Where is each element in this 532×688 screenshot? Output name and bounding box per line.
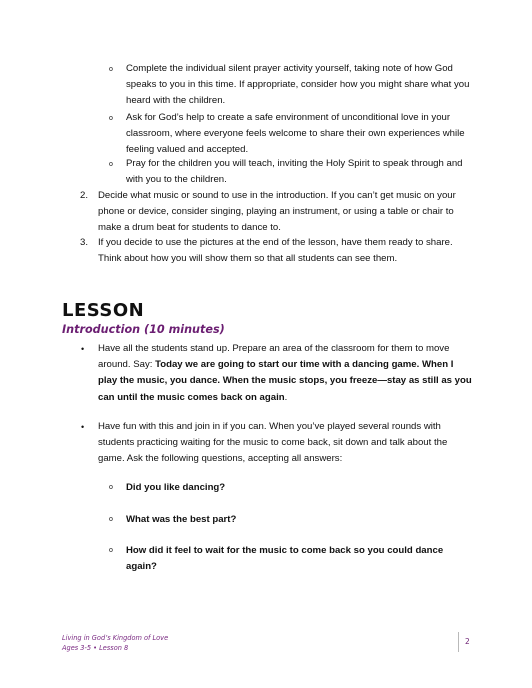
text-line: play the music, you dance. When the music stops, you freeze—stay as still as you bbox=[98, 375, 472, 387]
text-line: around. Say: Today we are going to start our time with a dancing game. When I bbox=[98, 359, 454, 371]
footer-subtitle: Ages 3-5 • Lesson 8 bbox=[62, 644, 129, 652]
prep-subitem: Ask for God’s help to create a safe environment of unconditional love in your classroom, where everyone feels welcome to share their own experiences while feeling valued and accepted. bbox=[126, 112, 465, 156]
intro-bullet bbox=[98, 419, 447, 468]
question-item: How did it feel to wait for the music to come back so you could dance again? bbox=[126, 545, 444, 573]
text-line: can until the music comes back on again. bbox=[98, 391, 288, 403]
text-line: game. Ask the following questions, accepting all answers: bbox=[98, 453, 343, 465]
footer-title: Living in God’s Kingdom of Love bbox=[62, 634, 169, 642]
list-number: 2. bbox=[80, 190, 89, 201]
sub-bullet-marker: o bbox=[109, 547, 113, 554]
prep-subitem: Complete the individual silent prayer activity yourself, taking note of how God speaks to you in this time. If appropriate, consider how you might share what you heard with the children. bbox=[126, 63, 470, 107]
bullet-dot: • bbox=[81, 422, 85, 432]
sub-bullet-marker: o bbox=[109, 161, 113, 168]
sub-bullet-marker: o bbox=[109, 484, 113, 491]
bullet-dot: • bbox=[81, 344, 85, 354]
text-line: Have all the students stand up. Prepare an area of the classroom for them to move bbox=[98, 343, 450, 354]
page-footer bbox=[62, 633, 168, 653]
question-item: Did you like dancing? bbox=[126, 482, 226, 493]
question-item: What was the best part? bbox=[126, 514, 237, 525]
prep-subitem: Pray for the children you will teach, inviting the Holy Spirit to speak through and with you to the children. bbox=[126, 158, 463, 186]
sub-bullet-marker: o bbox=[109, 115, 113, 122]
numbered-item: If you decide to use the pictures at the end of the lesson, have them ready to share. Think about how you will show them so that all students can see them. bbox=[98, 237, 453, 265]
text-line: Have fun with this and join in if you can. When you’ve played several rounds with bbox=[98, 421, 441, 432]
list-number: 3. bbox=[80, 237, 89, 248]
section-heading: LESSON bbox=[62, 300, 145, 321]
footer-divider bbox=[458, 632, 459, 652]
page-number: 2 bbox=[465, 637, 470, 646]
text-line: students practicing waiting for the music to come back, sit down and talk about the bbox=[98, 437, 448, 449]
sub-bullet-marker: o bbox=[109, 66, 113, 73]
sub-bullet-marker: o bbox=[109, 516, 113, 523]
intro-bullet bbox=[98, 341, 472, 406]
numbered-item: Decide what music or sound to use in the introduction. If you can’t get music on your phone or device, consider singing, playing an instrument, or using a table or chair to make a drum beat for students to dance to. bbox=[98, 190, 456, 234]
section-subheading: Introduction (10 minutes) bbox=[62, 323, 225, 336]
